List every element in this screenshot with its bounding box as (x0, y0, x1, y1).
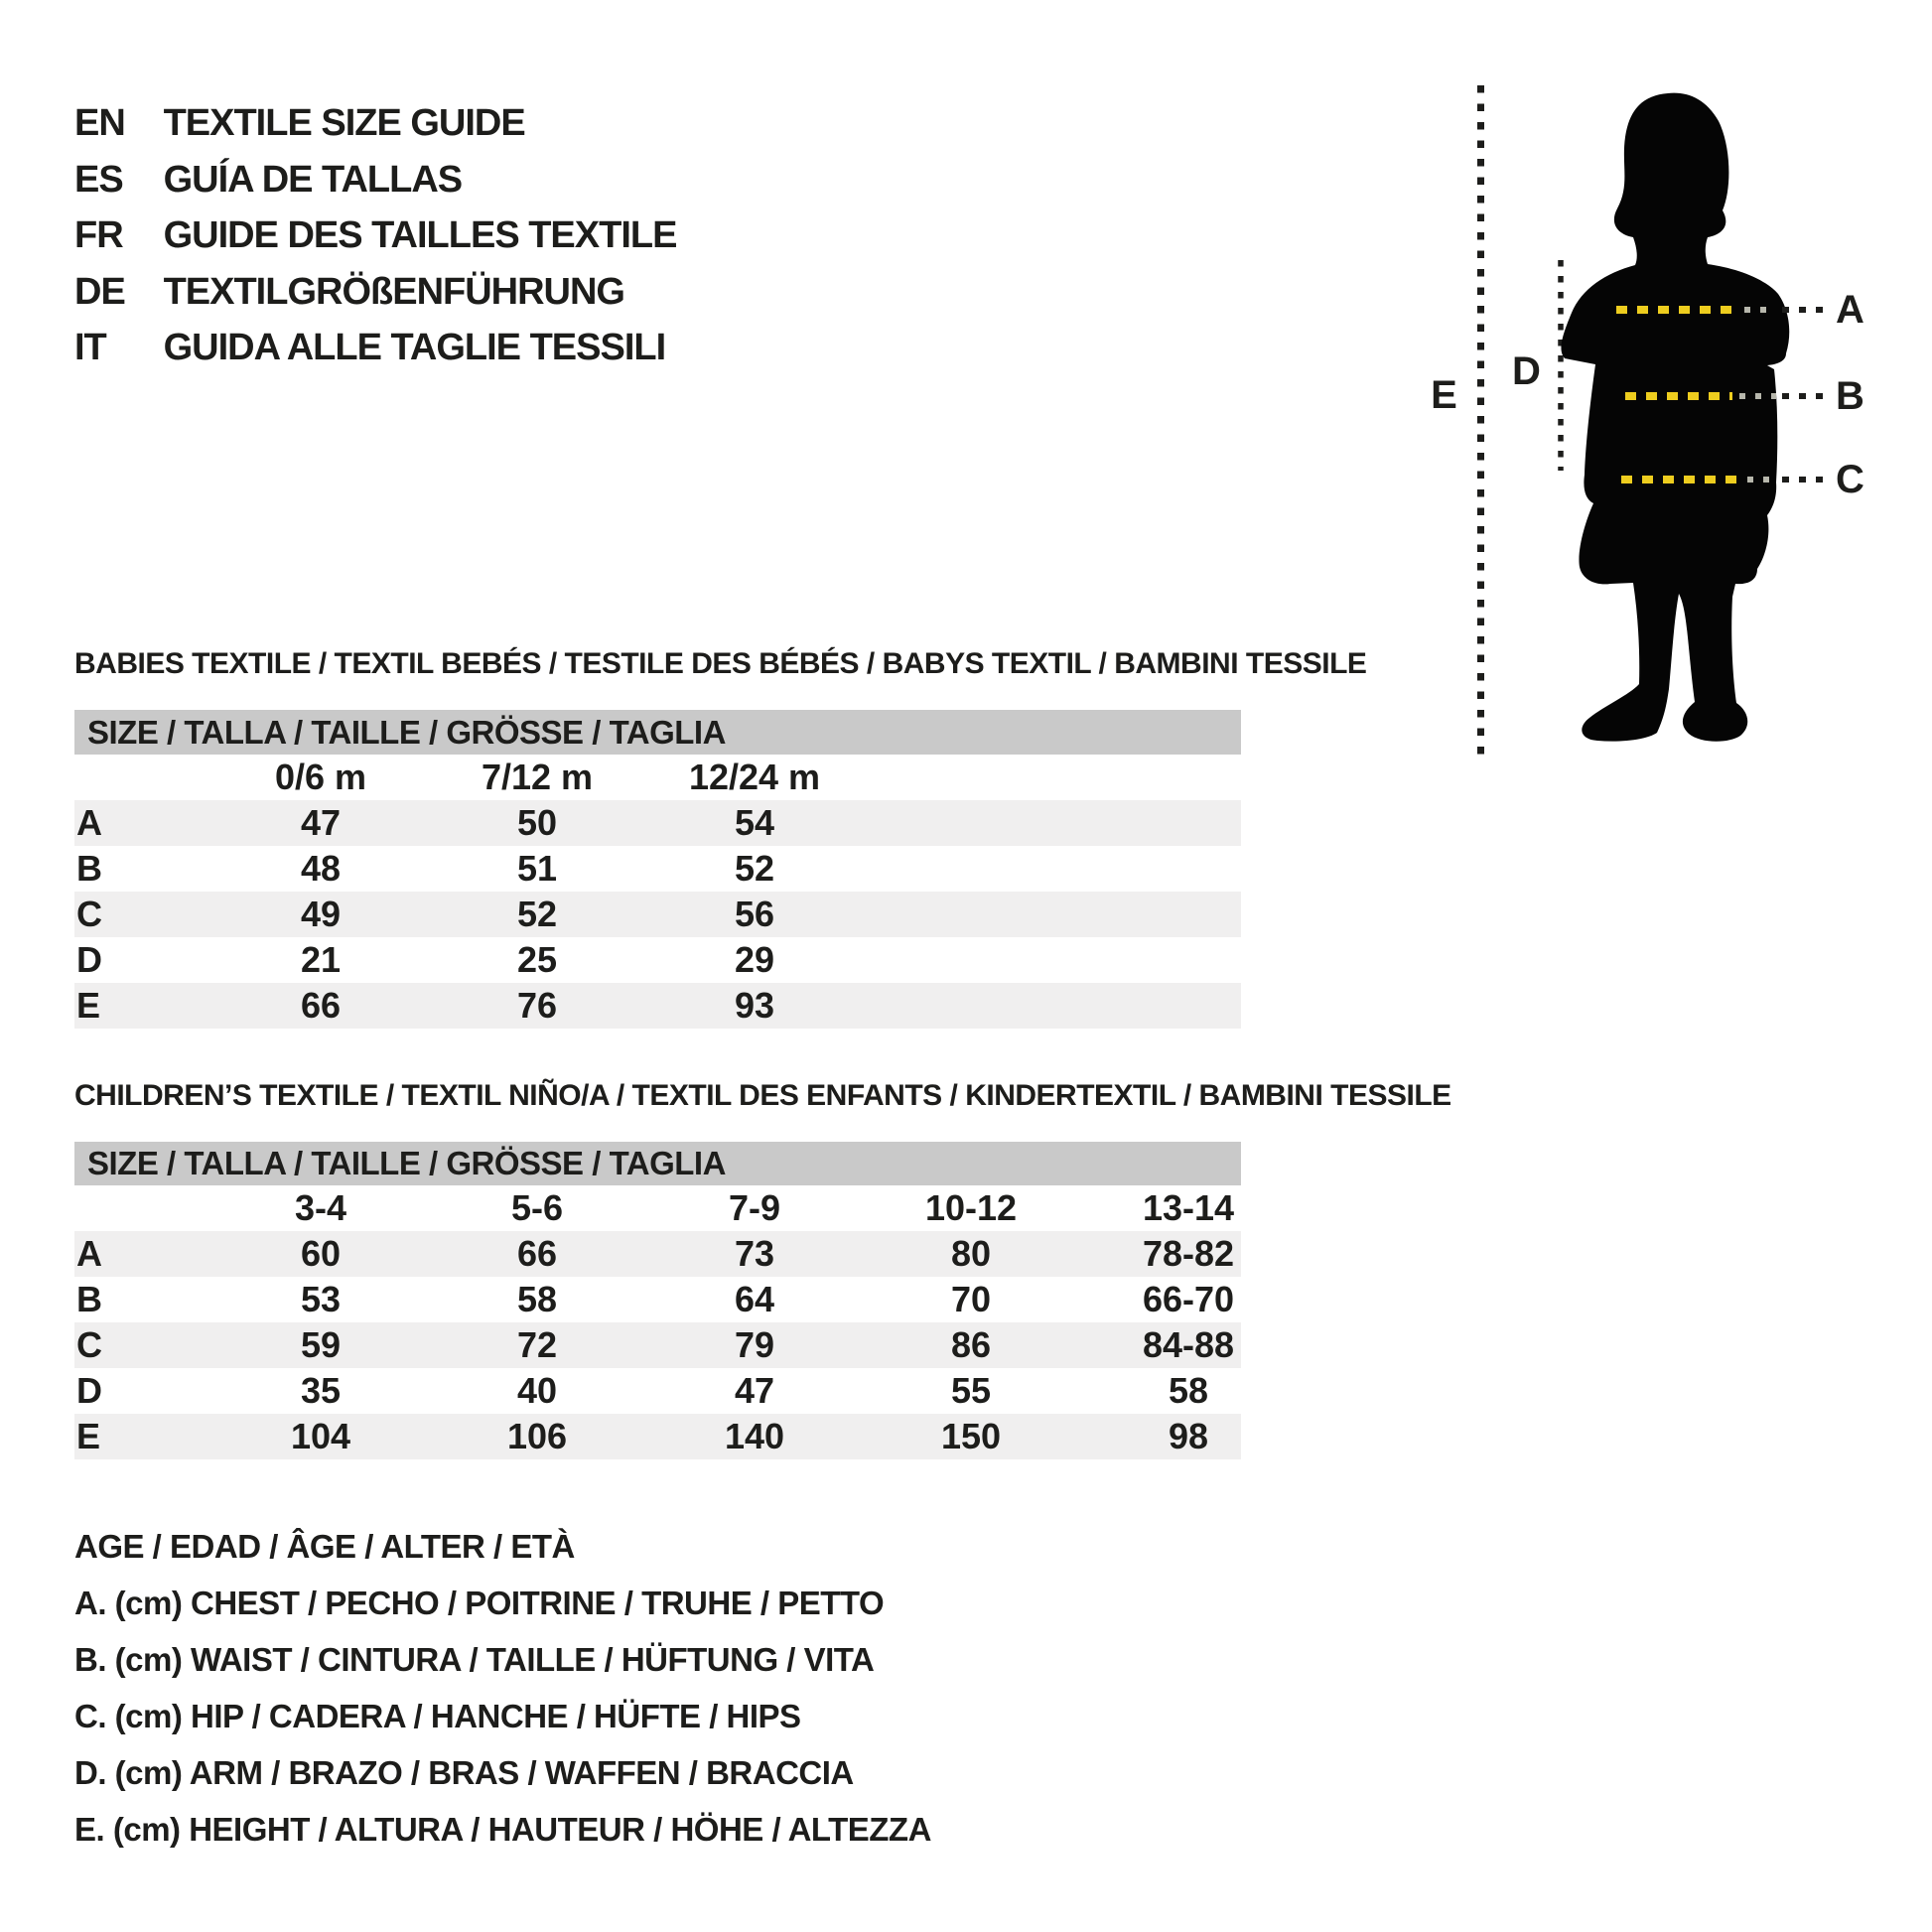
language-row-de (74, 268, 624, 316)
table-cell: 25 (516, 939, 558, 980)
guide-title-fr: GUIDE DES TAILLES TEXTILE (163, 214, 677, 256)
language-row-fr (74, 211, 676, 259)
table-cell: 73 (734, 1233, 775, 1274)
child-silhouette-figure (1420, 60, 1932, 794)
table-cell: 78-82 (1142, 1233, 1235, 1274)
guide-title-it: GUIDA ALLE TAGLIE TESSILI (163, 327, 666, 368)
babies-col-header: 0/6 m (274, 757, 367, 797)
row-label: E (76, 1416, 101, 1456)
table-cell: 106 (506, 1416, 568, 1456)
language-code: IT (74, 327, 106, 368)
table-cell: 66 (300, 985, 342, 1026)
guide-title-de: TEXTILGRÖßENFÜHRUNG (163, 271, 624, 313)
language-row-es (74, 156, 462, 204)
table-cell: 150 (940, 1416, 1002, 1456)
language-code: EN (74, 102, 125, 144)
table-cell: 47 (300, 802, 342, 843)
children-col-header: 3-4 (294, 1187, 347, 1228)
babies-column-header-row (74, 755, 1241, 800)
language-code: ES (74, 159, 123, 201)
figure-label-c: C (1836, 458, 1863, 501)
table-row (74, 800, 1241, 846)
table-cell: 76 (516, 985, 558, 1026)
legend-line-age: AGE / EDAD / ÂGE / ALTER / ETÀ (74, 1528, 575, 1565)
legend-line-height: E. (cm) HEIGHT / ALTURA / HAUTEUR / HÖHE / ALTEZZA (74, 1811, 931, 1848)
legend-line-waist: B. (cm) WAIST / CINTURA / TAILLE / HÜFTUNG / VITA (74, 1641, 875, 1678)
table-cell: 72 (516, 1324, 558, 1365)
babies-section-heading: BABIES TEXTILE / TEXTIL BEBÉS / TESTILE DES BÉBÉS / BABYS TEXTIL / BAMBINI TESSILE (74, 647, 1367, 680)
language-code: DE (74, 271, 125, 313)
table-row (74, 983, 1241, 1029)
children-size-header-bar: SIZE / TALLA / TAILLE / GRÖSSE / TAGLIA (74, 1142, 1241, 1185)
table-cell: 47 (734, 1370, 775, 1411)
table-cell: 66-70 (1142, 1279, 1235, 1319)
figure-label-e: E (1431, 373, 1456, 417)
table-row (74, 1368, 1241, 1414)
table-cell: 80 (950, 1233, 992, 1274)
language-code: FR (74, 214, 123, 256)
row-label: A (76, 1233, 102, 1274)
table-cell: 93 (734, 985, 775, 1026)
table-cell: 55 (950, 1370, 992, 1411)
legend-line-chest: A. (cm) CHEST / PECHO / POITRINE / TRUHE / PETTO (74, 1585, 885, 1621)
table-row (74, 846, 1241, 892)
table-cell: 50 (516, 802, 558, 843)
table-cell: 48 (300, 848, 342, 889)
table-cell: 29 (734, 939, 775, 980)
table-row (74, 937, 1241, 983)
table-row (74, 892, 1241, 937)
table-cell: 52 (734, 848, 775, 889)
table-cell: 56 (734, 894, 775, 934)
row-label: D (76, 939, 102, 980)
legend-line-arm: D. (cm) ARM / BRAZO / BRAS / WAFFEN / BRACCIA (74, 1754, 854, 1791)
table-row (74, 1414, 1241, 1459)
row-label: D (76, 1370, 102, 1411)
guide-title-es: GUÍA DE TALLAS (163, 159, 463, 201)
table-cell: 52 (516, 894, 558, 934)
table-cell: 60 (300, 1233, 342, 1274)
table-cell: 58 (516, 1279, 558, 1319)
children-col-header: 13-14 (1142, 1187, 1235, 1228)
table-cell: 35 (300, 1370, 342, 1411)
table-cell: 98 (1168, 1416, 1209, 1456)
table-cell: 86 (950, 1324, 992, 1365)
table-cell: 64 (734, 1279, 775, 1319)
figure-label-b: B (1836, 374, 1863, 418)
row-label: B (76, 848, 102, 889)
table-row (74, 1322, 1241, 1368)
row-label: C (76, 894, 102, 934)
table-cell: 53 (300, 1279, 342, 1319)
row-label: B (76, 1279, 102, 1319)
row-label: E (76, 985, 101, 1026)
children-col-header: 10-12 (924, 1187, 1018, 1228)
guide-title-en: TEXTILE SIZE GUIDE (163, 102, 525, 144)
table-cell: 54 (734, 802, 775, 843)
babies-col-header: 12/24 m (688, 757, 821, 797)
legend-line-hip: C. (cm) HIP / CADERA / HANCHE / HÜFTE / HIPS (74, 1698, 801, 1734)
table-row (74, 1231, 1241, 1277)
table-cell: 70 (950, 1279, 992, 1319)
table-cell: 40 (516, 1370, 558, 1411)
table-cell: 21 (300, 939, 342, 980)
table-cell: 51 (516, 848, 558, 889)
language-row-en (74, 99, 525, 147)
table-cell: 84-88 (1142, 1324, 1235, 1365)
children-col-header: 7-9 (728, 1187, 781, 1228)
figure-label-a: A (1836, 288, 1863, 332)
children-section-heading: CHILDREN’S TEXTILE / TEXTIL NIÑO/A / TEXTIL DES ENFANTS / KINDERTEXTIL / BAMBINI TESSILE (74, 1079, 1451, 1112)
row-label: A (76, 802, 102, 843)
children-column-header-row (74, 1185, 1241, 1231)
table-row (74, 1277, 1241, 1322)
children-col-header: 5-6 (510, 1187, 564, 1228)
figure-label-d: D (1512, 349, 1540, 393)
table-cell: 66 (516, 1233, 558, 1274)
table-cell: 59 (300, 1324, 342, 1365)
table-cell: 104 (290, 1416, 351, 1456)
table-cell: 140 (724, 1416, 785, 1456)
language-row-it (74, 324, 665, 371)
table-cell: 79 (734, 1324, 775, 1365)
table-cell: 49 (300, 894, 342, 934)
table-cell: 58 (1168, 1370, 1209, 1411)
babies-size-header-bar: SIZE / TALLA / TAILLE / GRÖSSE / TAGLIA (74, 710, 1241, 755)
babies-col-header: 7/12 m (481, 757, 594, 797)
child-silhouette (1561, 93, 1789, 742)
row-label: C (76, 1324, 102, 1365)
